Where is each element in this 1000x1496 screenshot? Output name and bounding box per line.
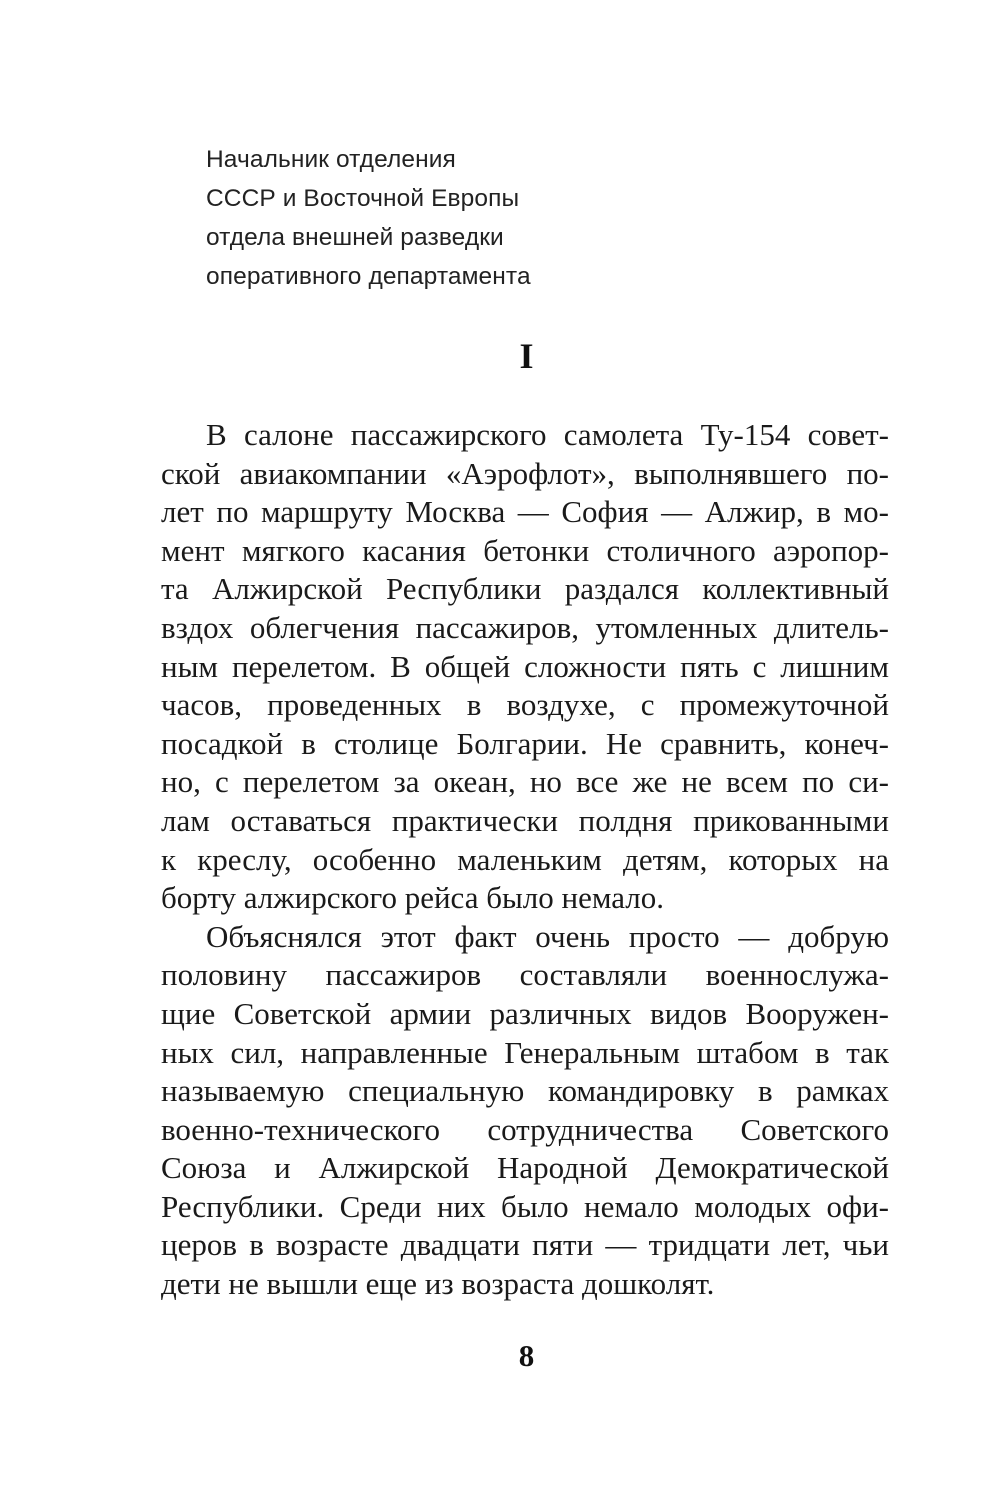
text-line: половину пассажиров составляли военнослужа-	[161, 957, 889, 993]
epigraph-line: оперативного департамента	[206, 263, 531, 290]
text-line: церов в возрасте двадцати пяти — тридцати лет, чьи	[161, 1227, 889, 1263]
body-text	[161, 416, 889, 1304]
text-line: лам оставаться практически полдня прикованными	[161, 802, 889, 838]
text-line: В салоне пассажирского самолета Ту-154 совет-	[206, 417, 889, 452]
text-line: ных сил, направленные Генеральным штабом в так	[161, 1034, 889, 1070]
text-line: дети не вышли еще из возраста дошколят.	[161, 1266, 715, 1302]
chapter-heading: I	[519, 336, 534, 376]
paragraph-2	[161, 918, 889, 1304]
text-line: та Алжирской Республики раздался коллективный	[161, 571, 889, 607]
text-line: ской авиакомпании «Аэрофлот», выполнявшего по-	[161, 455, 889, 491]
text-line: посадкой в столице Болгарии. Не сравнить, конеч-	[161, 725, 889, 761]
text-line: вздох облегчения пассажиров, утомленных длитель-	[161, 609, 889, 645]
text-line: ным перелетом. В общей сложности пять с лишним	[161, 648, 889, 684]
text-line: мент мягкого касания бетонки столичного аэропор-	[161, 532, 889, 568]
text-line: борту алжирского рейса было немало.	[161, 880, 665, 916]
paragraph-1	[161, 416, 889, 918]
text-line: Объяснялся этот факт очень просто — добрую	[206, 918, 889, 954]
text-line: Республики. Среди них было немало молодых офи-	[161, 1188, 889, 1224]
epigraph	[206, 140, 766, 296]
epigraph-line: Начальник отделения	[206, 146, 456, 173]
text-line: лет по маршруту Москва — София — Алжир, в мо-	[161, 494, 889, 530]
text-line: называемую специальную командировку в рамках	[161, 1073, 889, 1109]
text-line: но, с перелетом за океан, но все же не всем по си-	[161, 764, 889, 800]
text-line: щие Советской армии различных видов Вооружен-	[161, 995, 889, 1031]
epigraph-line: отдела внешней разведки	[206, 224, 504, 251]
epigraph-line: СССР и Восточной Европы	[206, 185, 520, 212]
text-line: военно-технического сотрудничества Советского	[161, 1111, 889, 1147]
page-number: 8	[518, 1338, 535, 1373]
text-line: часов, проведенных в воздухе, с промежуточной	[161, 687, 889, 723]
text-line: к креслу, особенно маленьким детям, которых на	[161, 841, 889, 877]
text-line: Союза и Алжирской Народной Демократической	[161, 1150, 889, 1186]
